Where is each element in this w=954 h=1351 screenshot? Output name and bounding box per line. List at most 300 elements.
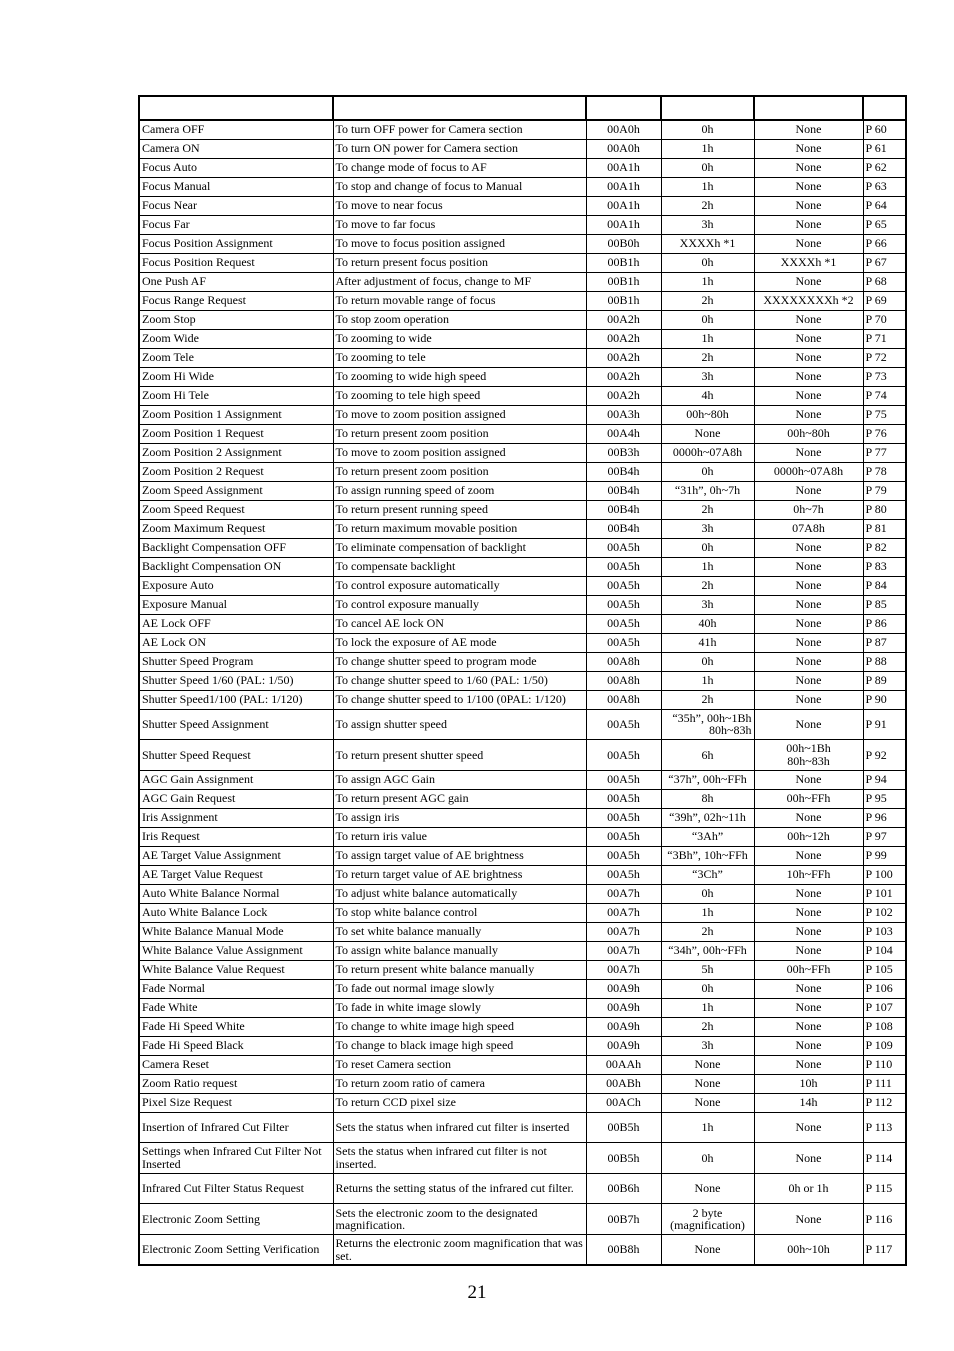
table-row <box>139 614 906 633</box>
command-code-cell: 00A5h <box>586 846 661 865</box>
table-row <box>139 827 906 846</box>
description-cell: After adjustment of focus, change to MF <box>333 272 586 291</box>
page-ref-cell: P 101 <box>863 884 906 903</box>
command-code-cell: 00B0h <box>586 234 661 253</box>
command-code-cell: 00B4h <box>586 500 661 519</box>
response-cell: None <box>754 196 863 215</box>
page-ref-cell: P 81 <box>863 519 906 538</box>
data-cell: 3h <box>661 595 754 614</box>
response-cell: None <box>754 922 863 941</box>
page-ref-cell: P 79 <box>863 481 906 500</box>
data-cell: “3Ch” <box>661 865 754 884</box>
command-name-cell: Auto White Balance Normal <box>139 884 333 903</box>
command-code-cell: 00A5h <box>586 827 661 846</box>
description-cell: To change mode of focus to AF <box>333 158 586 177</box>
command-name-cell: Zoom Stop <box>139 310 333 329</box>
command-code-cell: 00A3h <box>586 405 661 424</box>
table-row <box>139 595 906 614</box>
description-cell: To cancel AE lock ON <box>333 614 586 633</box>
data-cell: “37h”, 00h~FFh <box>661 770 754 789</box>
command-name-cell: Zoom Speed Request <box>139 500 333 519</box>
response-cell: None <box>754 481 863 500</box>
command-name-cell: Zoom Position 1 Assignment <box>139 405 333 424</box>
page-ref-cell: P 99 <box>863 846 906 865</box>
page-ref-cell: P 113 <box>863 1112 906 1143</box>
data-cell: 0000h~07A8h <box>661 443 754 462</box>
data-cell: 3h <box>661 215 754 234</box>
response-cell: XXXXh *1 <box>754 253 863 272</box>
data-cell: 2h <box>661 500 754 519</box>
command-code-cell: 00A2h <box>586 386 661 405</box>
command-code-cell: 00A5h <box>586 614 661 633</box>
command-name-cell: Shutter Speed 1/60 (PAL: 1/50) <box>139 671 333 690</box>
command-code-cell: 00A0h <box>586 139 661 158</box>
response-cell: None <box>754 367 863 386</box>
data-cell: “31h”, 0h~7h <box>661 481 754 500</box>
data-cell: 2h <box>661 291 754 310</box>
command-code-cell: 00B1h <box>586 253 661 272</box>
data-cell: 00h~80h <box>661 405 754 424</box>
table-row <box>139 215 906 234</box>
command-code-cell: 00B5h <box>586 1143 661 1174</box>
description-cell: To reset Camera section <box>333 1055 586 1074</box>
data-cell: 1h <box>661 1112 754 1143</box>
command-code-cell: 00A5h <box>586 740 661 771</box>
data-cell: None <box>661 424 754 443</box>
command-code-cell: 00A5h <box>586 709 661 740</box>
command-table <box>138 95 907 1266</box>
page-ref-cell: P 109 <box>863 1036 906 1055</box>
data-cell: 1h <box>661 272 754 291</box>
command-code-cell: 00A5h <box>586 633 661 652</box>
page-ref-cell: P 117 <box>863 1235 906 1266</box>
data-cell: None <box>661 1173 754 1204</box>
command-code-cell: 00A5h <box>586 808 661 827</box>
description-cell: To compensate backlight <box>333 557 586 576</box>
command-name-cell: Electronic Zoom Setting <box>139 1204 333 1235</box>
table-row <box>139 576 906 595</box>
response-cell: None <box>754 329 863 348</box>
response-cell: None <box>754 633 863 652</box>
page-ref-cell: P 116 <box>863 1204 906 1235</box>
table-row <box>139 1093 906 1112</box>
command-code-cell: 00A9h <box>586 979 661 998</box>
table-row <box>139 196 906 215</box>
table-row <box>139 253 906 272</box>
command-code-cell: 00B1h <box>586 291 661 310</box>
response-cell: None <box>754 538 863 557</box>
command-code-cell: 00A2h <box>586 348 661 367</box>
table-row <box>139 709 906 740</box>
response-cell: None <box>754 386 863 405</box>
description-cell: To return present focus position <box>333 253 586 272</box>
data-cell: 1h <box>661 177 754 196</box>
table-row <box>139 1036 906 1055</box>
page-ref-cell: P 71 <box>863 329 906 348</box>
command-code-cell: 00A5h <box>586 770 661 789</box>
response-cell: None <box>754 177 863 196</box>
response-cell: None <box>754 1143 863 1174</box>
table-row <box>139 671 906 690</box>
data-cell: 3h <box>661 519 754 538</box>
command-code-cell: 00A0h <box>586 120 661 139</box>
page-ref-cell: P 66 <box>863 234 906 253</box>
description-cell: To turn OFF power for Camera section <box>333 120 586 139</box>
table-row <box>139 979 906 998</box>
page-ref-cell: P 83 <box>863 557 906 576</box>
response-cell: None <box>754 846 863 865</box>
command-code-cell: 00AAh <box>586 1055 661 1074</box>
description-cell: To assign running speed of zoom <box>333 481 586 500</box>
data-cell: “39h”, 02h~11h <box>661 808 754 827</box>
command-name-cell: Zoom Maximum Request <box>139 519 333 538</box>
command-name-cell: AGC Gain Request <box>139 789 333 808</box>
response-cell: None <box>754 443 863 462</box>
command-code-cell: 00A5h <box>586 576 661 595</box>
command-name-cell: Fade White <box>139 998 333 1017</box>
response-cell: None <box>754 884 863 903</box>
data-cell: 3h <box>661 1036 754 1055</box>
command-code-cell: 00B3h <box>586 443 661 462</box>
page-ref-cell: P 63 <box>863 177 906 196</box>
description-cell: To move to near focus <box>333 196 586 215</box>
command-name-cell: Iris Assignment <box>139 808 333 827</box>
data-cell: 0h <box>661 253 754 272</box>
table-row <box>139 367 906 386</box>
page-ref-cell: P 77 <box>863 443 906 462</box>
table-row <box>139 139 906 158</box>
command-name-cell: Shutter Speed1/100 (PAL: 1/120) <box>139 690 333 709</box>
description-cell: To assign target value of AE brightness <box>333 846 586 865</box>
page-ref-cell: P 115 <box>863 1173 906 1204</box>
command-code-cell: 00A7h <box>586 884 661 903</box>
command-code-cell: 00B5h <box>586 1112 661 1143</box>
command-code-cell: 00A5h <box>586 865 661 884</box>
command-code-cell: 00B4h <box>586 481 661 500</box>
table-row <box>139 789 906 808</box>
command-code-cell: 00A9h <box>586 1036 661 1055</box>
command-name-cell: Focus Position Assignment <box>139 234 333 253</box>
table-row <box>139 557 906 576</box>
command-code-cell: 00A8h <box>586 671 661 690</box>
description-cell: To control exposure automatically <box>333 576 586 595</box>
command-name-cell: Focus Range Request <box>139 291 333 310</box>
description-cell: To return target value of AE brightness <box>333 865 586 884</box>
command-name-cell: Insertion of Infrared Cut Filter <box>139 1112 333 1143</box>
page-ref-cell: P 60 <box>863 120 906 139</box>
response-cell: None <box>754 1112 863 1143</box>
header-cell-data <box>661 96 754 120</box>
page-ref-cell: P 64 <box>863 196 906 215</box>
page-ref-cell: P 114 <box>863 1143 906 1174</box>
command-name-cell: Zoom Position 2 Assignment <box>139 443 333 462</box>
command-code-cell: 00B4h <box>586 462 661 481</box>
response-cell: None <box>754 614 863 633</box>
command-name-cell: Zoom Wide <box>139 329 333 348</box>
data-cell: 0h <box>661 120 754 139</box>
table-row <box>139 740 906 771</box>
response-cell: None <box>754 1204 863 1235</box>
data-cell: XXXXh *1 <box>661 234 754 253</box>
command-code-cell: 00A1h <box>586 177 661 196</box>
table-row <box>139 1143 906 1174</box>
page-ref-cell: P 103 <box>863 922 906 941</box>
table-row <box>139 310 906 329</box>
command-name-cell: Fade Hi Speed White <box>139 1017 333 1036</box>
data-cell: 41h <box>661 633 754 652</box>
command-name-cell: Focus Far <box>139 215 333 234</box>
response-cell: 00h~12h <box>754 827 863 846</box>
table-row <box>139 690 906 709</box>
page-ref-cell: P 105 <box>863 960 906 979</box>
data-cell: 8h <box>661 789 754 808</box>
command-name-cell: Infrared Cut Filter Status Request <box>139 1173 333 1204</box>
page-ref-cell: P 107 <box>863 998 906 1017</box>
command-code-cell: 00A2h <box>586 310 661 329</box>
data-cell: 0h <box>661 462 754 481</box>
description-cell: To return present AGC gain <box>333 789 586 808</box>
command-code-cell: 00A7h <box>586 960 661 979</box>
command-name-cell: AE Target Value Request <box>139 865 333 884</box>
data-cell: None <box>661 1055 754 1074</box>
page-ref-cell: P 61 <box>863 139 906 158</box>
description-cell: To change shutter speed to 1/100 (0PAL: 1/120) <box>333 690 586 709</box>
table-row <box>139 903 906 922</box>
response-cell: None <box>754 215 863 234</box>
command-name-cell: Camera ON <box>139 139 333 158</box>
response-cell: None <box>754 310 863 329</box>
table-row <box>139 1173 906 1204</box>
command-code-cell: 00A8h <box>586 652 661 671</box>
response-cell: None <box>754 405 863 424</box>
page-ref-cell: P 92 <box>863 740 906 771</box>
command-name-cell: Shutter Speed Assignment <box>139 709 333 740</box>
page-ref-cell: P 108 <box>863 1017 906 1036</box>
data-cell: 0h <box>661 884 754 903</box>
description-cell: To return present running speed <box>333 500 586 519</box>
response-cell: 00h~1Bh 80h~83h <box>754 740 863 771</box>
command-code-cell: 00B6h <box>586 1173 661 1204</box>
table-row <box>139 922 906 941</box>
data-cell: None <box>661 1235 754 1266</box>
command-code-cell: 00A7h <box>586 941 661 960</box>
command-code-cell: 00ABh <box>586 1074 661 1093</box>
command-name-cell: Auto White Balance Lock <box>139 903 333 922</box>
description-cell: To assign AGC Gain <box>333 770 586 789</box>
command-name-cell: Zoom Position 1 Request <box>139 424 333 443</box>
table-row <box>139 348 906 367</box>
command-name-cell: Fade Normal <box>139 979 333 998</box>
command-name-cell: Zoom Ratio request <box>139 1074 333 1093</box>
data-cell: 0h <box>661 538 754 557</box>
response-cell: None <box>754 770 863 789</box>
response-cell: 0000h~07A8h <box>754 462 863 481</box>
description-cell: To change to black image high speed <box>333 1036 586 1055</box>
table-row <box>139 462 906 481</box>
description-cell: To move to focus position assigned <box>333 234 586 253</box>
page-ref-cell: P 65 <box>863 215 906 234</box>
command-name-cell: AE Target Value Assignment <box>139 846 333 865</box>
table-row <box>139 1074 906 1093</box>
command-name-cell: One Push AF <box>139 272 333 291</box>
header-cell-description <box>333 96 586 120</box>
response-cell: 07A8h <box>754 519 863 538</box>
command-name-cell: Backlight Compensation ON <box>139 557 333 576</box>
command-code-cell: 00A5h <box>586 538 661 557</box>
response-cell: 00h~FFh <box>754 960 863 979</box>
response-cell: 00h~FFh <box>754 789 863 808</box>
data-cell: 1h <box>661 557 754 576</box>
data-cell: 2 byte (magnification) <box>661 1204 754 1235</box>
command-name-cell: Zoom Position 2 Request <box>139 462 333 481</box>
table-row <box>139 519 906 538</box>
command-name-cell: Exposure Manual <box>139 595 333 614</box>
table-row <box>139 500 906 519</box>
table-row <box>139 998 906 1017</box>
page-ref-cell: P 89 <box>863 671 906 690</box>
description-cell: To assign white balance manually <box>333 941 586 960</box>
command-name-cell: Camera OFF <box>139 120 333 139</box>
command-name-cell: White Balance Manual Mode <box>139 922 333 941</box>
response-cell: XXXXXXXXh *2 <box>754 291 863 310</box>
page-ref-cell: P 70 <box>863 310 906 329</box>
command-name-cell: Focus Manual <box>139 177 333 196</box>
data-cell: 0h <box>661 310 754 329</box>
table-row <box>139 538 906 557</box>
description-cell: To return present white balance manually <box>333 960 586 979</box>
header-cell-command-name <box>139 96 333 120</box>
data-cell: 1h <box>661 329 754 348</box>
command-name-cell: Backlight Compensation OFF <box>139 538 333 557</box>
table-row <box>139 1055 906 1074</box>
page-ref-cell: P 88 <box>863 652 906 671</box>
data-cell: 2h <box>661 196 754 215</box>
command-name-cell: Shutter Speed Program <box>139 652 333 671</box>
command-code-cell: 00A1h <box>586 158 661 177</box>
table-row <box>139 1235 906 1266</box>
description-cell: To change shutter speed to program mode <box>333 652 586 671</box>
page-ref-cell: P 96 <box>863 808 906 827</box>
command-code-cell: 00B1h <box>586 272 661 291</box>
data-cell: 2h <box>661 1017 754 1036</box>
description-cell: To stop and change of focus to Manual <box>333 177 586 196</box>
response-cell: 0h~7h <box>754 500 863 519</box>
data-cell: 2h <box>661 690 754 709</box>
response-cell: 10h <box>754 1074 863 1093</box>
data-cell: 1h <box>661 671 754 690</box>
header-cell-page <box>863 96 906 120</box>
description-cell: To move to zoom position assigned <box>333 405 586 424</box>
response-cell: None <box>754 139 863 158</box>
command-name-cell: White Balance Value Assignment <box>139 941 333 960</box>
header-cell-command <box>586 96 661 120</box>
page-ref-cell: P 74 <box>863 386 906 405</box>
description-cell: Sets the electronic zoom to the designated magnification. <box>333 1204 586 1235</box>
response-cell: None <box>754 595 863 614</box>
response-cell: None <box>754 1055 863 1074</box>
command-name-cell: Camera Reset <box>139 1055 333 1074</box>
page-ref-cell: P 110 <box>863 1055 906 1074</box>
description-cell: To change shutter speed to 1/60 (PAL: 1/50) <box>333 671 586 690</box>
command-name-cell: AE Lock OFF <box>139 614 333 633</box>
table-row <box>139 960 906 979</box>
description-cell: To move to far focus <box>333 215 586 234</box>
table-row <box>139 1204 906 1235</box>
description-cell: To move to zoom position assigned <box>333 443 586 462</box>
command-code-cell: 00A4h <box>586 424 661 443</box>
data-cell: “35h”, 00h~1Bh 80h~83h <box>661 709 754 740</box>
command-name-cell: Focus Near <box>139 196 333 215</box>
command-code-cell: 00A7h <box>586 903 661 922</box>
description-cell: To stop zoom operation <box>333 310 586 329</box>
response-cell: None <box>754 1017 863 1036</box>
page-ref-cell: P 100 <box>863 865 906 884</box>
command-code-cell: 00A9h <box>586 1017 661 1036</box>
description-cell: To turn ON power for Camera section <box>333 139 586 158</box>
response-cell: 00h~10h <box>754 1235 863 1266</box>
page-ref-cell: P 84 <box>863 576 906 595</box>
header-cell-response <box>754 96 863 120</box>
command-code-cell: 00A9h <box>586 998 661 1017</box>
page-ref-cell: P 95 <box>863 789 906 808</box>
description-cell: To zooming to wide <box>333 329 586 348</box>
page-ref-cell: P 75 <box>863 405 906 424</box>
response-cell: None <box>754 690 863 709</box>
data-cell: 0h <box>661 652 754 671</box>
response-cell: None <box>754 576 863 595</box>
response-cell: 0h or 1h <box>754 1173 863 1204</box>
description-cell: To set white balance manually <box>333 922 586 941</box>
description-cell: To assign shutter speed <box>333 709 586 740</box>
description-cell: To return iris value <box>333 827 586 846</box>
page-ref-cell: P 94 <box>863 770 906 789</box>
data-cell: 3h <box>661 367 754 386</box>
description-cell: To return present shutter speed <box>333 740 586 771</box>
response-cell: None <box>754 998 863 1017</box>
command-name-cell: Zoom Tele <box>139 348 333 367</box>
page-ref-cell: P 104 <box>863 941 906 960</box>
response-cell: None <box>754 652 863 671</box>
description-cell: To zooming to tele <box>333 348 586 367</box>
command-code-cell: 00A7h <box>586 922 661 941</box>
table-row <box>139 1112 906 1143</box>
table-header <box>139 96 906 120</box>
data-cell: 6h <box>661 740 754 771</box>
response-cell: None <box>754 709 863 740</box>
response-cell: 14h <box>754 1093 863 1112</box>
response-cell: None <box>754 234 863 253</box>
table-row <box>139 884 906 903</box>
command-name-cell: Fade Hi Speed Black <box>139 1036 333 1055</box>
data-cell: 0h <box>661 1143 754 1174</box>
page-ref-cell: P 82 <box>863 538 906 557</box>
page-ref-cell: P 111 <box>863 1074 906 1093</box>
table-row <box>139 770 906 789</box>
page-ref-cell: P 106 <box>863 979 906 998</box>
table-row <box>139 652 906 671</box>
response-cell: 00h~80h <box>754 424 863 443</box>
description-cell: To fade out normal image slowly <box>333 979 586 998</box>
page-ref-cell: P 67 <box>863 253 906 272</box>
data-cell: 0h <box>661 158 754 177</box>
table-row <box>139 481 906 500</box>
description-cell: To change to white image high speed <box>333 1017 586 1036</box>
description-cell: To return present zoom position <box>333 462 586 481</box>
page-ref-cell: P 112 <box>863 1093 906 1112</box>
command-name-cell: Shutter Speed Request <box>139 740 333 771</box>
data-cell: 5h <box>661 960 754 979</box>
response-cell: 10h~FFh <box>754 865 863 884</box>
